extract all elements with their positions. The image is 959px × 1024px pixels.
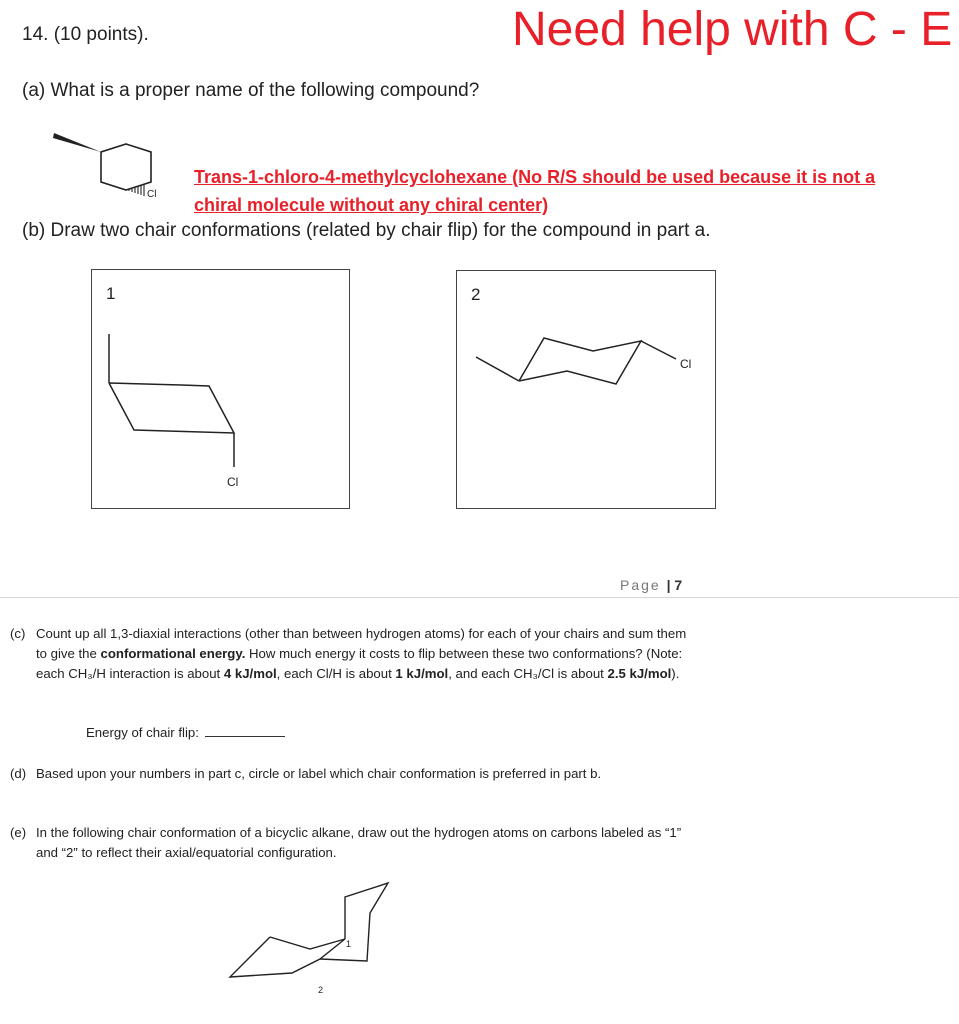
chair-2-chloro-label: Cl [680,357,692,371]
chair-1-chloro-label: Cl [227,475,239,489]
part-b-prompt: (b) Draw two chair conformations (related by chair flip) for the compound in part a. [22,220,711,241]
chair-2-drawing [457,271,715,508]
answer-line-1: Trans-1-chloro-4-methylcyclohexane (No R/S should be used because it is not a [194,167,876,187]
part-d-label: (d) [10,766,27,781]
part-c-text: Count up all 1,3-diaxial interactions (other than between hydrogen atoms) for each of your chairs and sum them to give the conformational energy. How much energy it costs to flip between these two conformations? (Note: each CH₃/H interaction is about 4 kJ/mol, each Cl/H is about 1 kJ/mol, and each CH₃/Cl is about 2.5 kJ/mol). [36,626,687,681]
bicyclic-left-ring [230,937,345,977]
carbon-2-label: 2 [318,985,324,995]
part-c-label: (c) [10,626,26,641]
page-number [620,577,682,593]
energy-of-chair-flip [86,724,285,740]
ring [101,144,151,190]
page-prefix: Page [620,577,661,593]
answer-line-2: chiral molecule without any chiral center) [194,195,549,215]
chair-2-chloro-equatorial-bond [641,341,676,359]
part-d-text: Based upon your numbers in part c, circle or label which chair conformation is preferred in part b. [36,766,602,781]
part-a-answer [194,163,954,219]
part-d [10,764,710,784]
part-a-prompt: (a) What is a proper name of the following compound? [22,80,480,101]
chair-2-number: 2 [471,285,481,304]
energy-label: Energy of chair flip: [86,725,199,740]
bicyclic-right-ring [320,883,388,961]
chair-1-ring [109,383,234,433]
methyl-wedge-bond [53,133,101,152]
part-e-label: (e) [10,825,27,840]
help-note: Need help with C - E [512,3,953,56]
chair-box-1 [91,269,350,509]
page-divider [0,597,959,598]
bicyclic-chair-drawing [220,875,400,1000]
chair-1-number: 1 [106,284,116,303]
cyclohexane-structure [48,126,178,206]
chloro-label: Cl [147,189,157,200]
page-number-value: | 7 [666,577,683,593]
chair-2-ring [519,338,641,384]
part-e-text: In the following chair conformation of a bicyclic alkane, draw out the hydrogen atoms on carbons labeled as “1” and “2” to reflect their axial/equatorial configuration. [36,825,682,860]
chair-1-drawing [92,270,349,508]
part-e [10,823,700,863]
chair-2-methyl-equatorial-bond [476,357,519,381]
part-c [10,624,700,684]
question-header: 14. (10 points). [22,24,149,45]
chair-box-2 [456,270,716,509]
energy-answer-blank[interactable] [205,724,285,737]
carbon-1-label: 1 [346,939,352,949]
